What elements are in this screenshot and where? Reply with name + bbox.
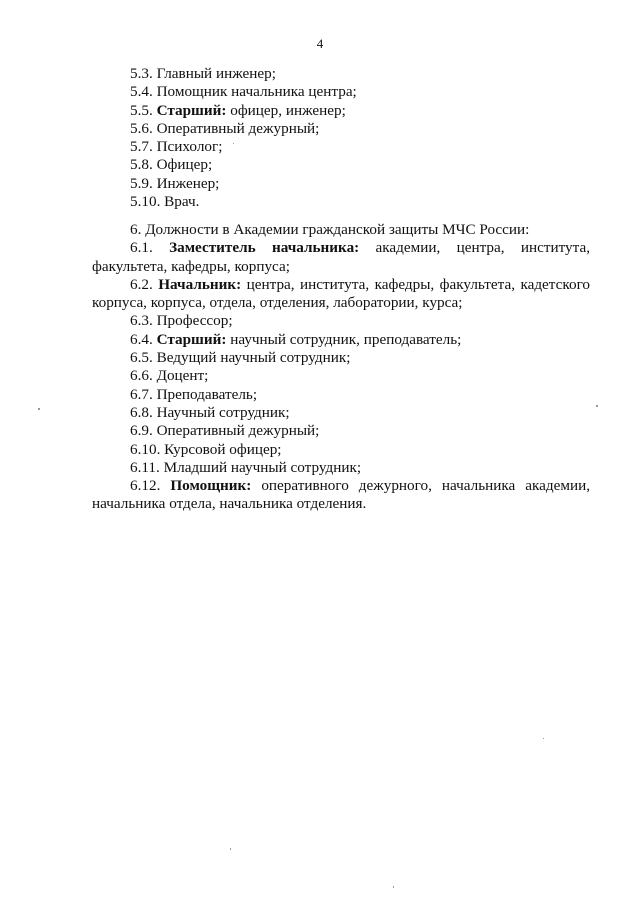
item-text: Офицер; — [156, 156, 213, 174]
item-number: 5.3. — [130, 65, 153, 82]
section-5-list — [92, 65, 590, 211]
list-item — [92, 138, 590, 156]
item-number: 6.7. — [130, 385, 153, 403]
item-text: Инженер; — [156, 174, 220, 192]
item-text: Помощник начальника центра; — [156, 83, 357, 101]
item-text: Оперативный дежурный; — [156, 119, 320, 137]
section-6-list — [92, 221, 590, 514]
item-bold-label: Старший: — [156, 330, 227, 348]
item-number: 6.6. — [130, 367, 153, 385]
item-text: Ведущий научный сотрудник; — [156, 349, 351, 367]
list-item — [92, 175, 590, 193]
scan-speck — [596, 405, 598, 407]
list-item — [92, 422, 590, 440]
item-number: 5.8. — [130, 156, 153, 174]
list-item — [92, 404, 590, 422]
item-text: Младший научный сотрудник; — [163, 458, 362, 476]
item-text: Доцент; — [156, 367, 209, 385]
item-number: 5.10. — [130, 193, 161, 211]
list-item — [92, 193, 590, 211]
list-item — [92, 441, 590, 459]
item-text: Профессор; — [156, 312, 233, 330]
item-text: научный сотрудник, преподаватель; — [230, 330, 462, 348]
scan-speck — [543, 738, 544, 739]
item-text: Курсовой офицер; — [164, 440, 282, 458]
list-item — [92, 276, 590, 313]
item-number: 6.11. — [130, 458, 160, 476]
item-text: офицер, инженер; — [230, 101, 346, 119]
item-text: оперативного дежурного, начальника академии, начальника отдела, начальника отделения. — [92, 477, 591, 513]
list-item — [92, 477, 590, 514]
item-number: 6.2. — [130, 275, 153, 293]
list-item — [92, 312, 590, 330]
item-number: 5.6. — [130, 119, 153, 137]
item-text: Главный инженер; — [156, 65, 276, 82]
scan-speck — [393, 886, 394, 888]
item-number: 5.4. — [130, 83, 153, 101]
item-bold-label: Старший: — [156, 101, 227, 119]
section-heading: 6. Должности в Академии гражданской защиты МЧС России: — [130, 221, 530, 238]
item-text: Врач. — [164, 193, 200, 211]
item-text: Оперативный дежурный; — [156, 422, 320, 440]
item-bold-label: Начальник: — [158, 275, 242, 293]
scan-speck — [38, 408, 40, 410]
item-number: 5.5. — [130, 101, 153, 119]
list-item — [92, 83, 590, 101]
item-text: Психолог; — [156, 138, 223, 156]
item-number: 5.7. — [130, 138, 153, 156]
list-item — [92, 331, 590, 349]
item-number: 6.5. — [130, 349, 153, 367]
item-number: 6.4. — [130, 330, 153, 348]
scan-speck — [233, 143, 234, 144]
list-item — [92, 459, 590, 477]
item-number: 6.9. — [130, 422, 153, 440]
list-item — [92, 120, 590, 138]
scan-speck — [230, 848, 231, 850]
item-text: академии, центра, института, факультета, кафедры, корпуса; — [92, 239, 591, 275]
item-bold-label: Заместитель начальника: — [169, 239, 360, 257]
item-number: 6.1. — [130, 239, 153, 257]
list-item — [92, 65, 590, 83]
item-number: 5.9. — [130, 174, 153, 192]
item-text: Научный сотрудник; — [156, 403, 290, 421]
list-item — [92, 349, 590, 367]
list-item — [92, 239, 590, 276]
list-item — [92, 102, 590, 120]
item-number: 6.10. — [130, 440, 161, 458]
item-number: 6.8. — [130, 403, 153, 421]
list-item — [92, 156, 590, 174]
item-bold-label: Помощник: — [170, 477, 252, 495]
item-number: 6.3. — [130, 312, 153, 330]
item-text: центра, института, кафедры, факультета, кадетского корпуса, корпуса, отдела, отделения, лаборатории, курса; — [92, 275, 591, 312]
item-number: 6.12. — [130, 477, 161, 495]
list-item — [92, 386, 590, 404]
item-text: Преподаватель; — [156, 385, 258, 403]
page-number: 4 — [316, 36, 324, 51]
list-item — [92, 367, 590, 385]
